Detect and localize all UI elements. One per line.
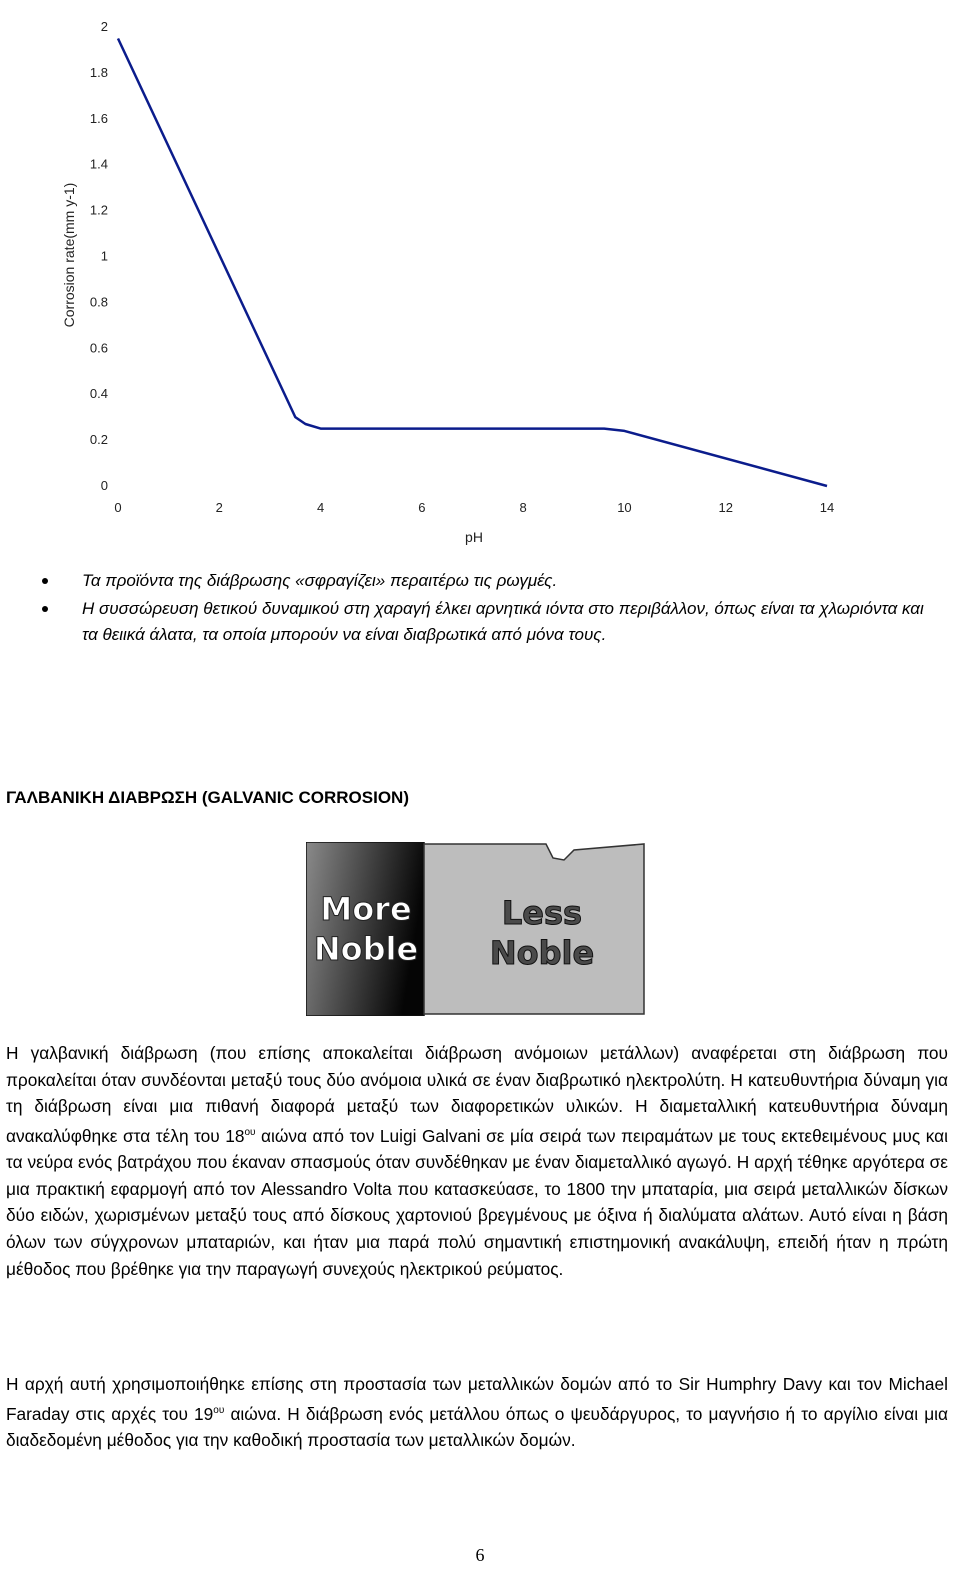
bullet-list bbox=[38, 568, 943, 650]
x-tick-label: 2 bbox=[215, 500, 223, 515]
y-axis-label: Corrosion rate(mm y-1) bbox=[61, 182, 77, 328]
x-tick-label: 0 bbox=[114, 500, 122, 515]
corrosion-rate-chart bbox=[40, 10, 860, 550]
y-tick-label: 2 bbox=[100, 19, 108, 34]
galvanic-figure bbox=[306, 842, 646, 1016]
y-tick-label: 0 bbox=[100, 478, 108, 493]
bullet-item bbox=[38, 568, 943, 594]
x-axis-ticks bbox=[114, 500, 834, 515]
x-tick-label: 4 bbox=[316, 500, 325, 515]
paragraph-text: Η αρχή αυτή χρησιμοποιήθηκε επίσης στη προστασία των μεταλλικών δομών από το Sir Humphry Davy και τον Michael Faraday στις αρχές του 19 bbox=[6, 1374, 948, 1424]
bullet-icon bbox=[42, 606, 48, 612]
x-tick-label: 10 bbox=[617, 500, 632, 515]
paragraph-text: Η γαλβανική διάβρωση (που επίσης αποκαλείται διάβρωση ανόμοιων μετάλλων) αναφέρεται στη διάβρωση που προκαλείται όταν συνδέονται μεταξύ τους δύο ανόμοια υλικά σε έναν διαβρωτικό ηλεκτρολύτη. Η κατευθυντήρια δύναμη για τη διάβρωση είναι μια πιθανή διαφορά μεταξύ των διαφορετικών υλικών. Η διαμεταλλική κατευθυντήρια δύναμη ανακαλύφθηκε στα τέλη του 18 bbox=[6, 1043, 948, 1146]
more-noble-block bbox=[306, 842, 424, 1016]
ordinal-superscript: ου bbox=[213, 1404, 225, 1416]
bullet-text: Η συσσώρευση θετικού δυναμικού στη χαραγή έλκει αρνητικά ιόντα στο περιβάλλον, όπως είναι τα χλωριόντα και τα θειικά άλατα, τα οποία μπορούν να είναι διαβρωτικά από μόνα τους. bbox=[82, 599, 924, 644]
y-tick-label: 1.8 bbox=[89, 64, 108, 80]
y-tick-label: 0.8 bbox=[89, 294, 108, 310]
bullet-item bbox=[38, 596, 943, 648]
paragraph-text: αιώνα από τον Luigi Galvani σε μία σειρά των πειραμάτων με τους εκτεθειμένους μυς και τα νεύρα ενός βατράχου που έκαναν σπασμούς όταν συνδέθηκαν με έναν διαμεταλλικό αγωγό. Η αρχή τέθηκε αργότερα σε μια πρακτική εφαρμογή από τον Alessandro Volta που κατασκεύασε, το 1800 την μπαταρία, μια σειρά μεταλλικών δίσκων δύο ειδών, χωρισμένων μεταξύ τους από δίσκους χαρτονιού βρεγμένους με όξινα ή διαλύματα αλάτων. Αυτό είναι η βάση όλων των σύγχρονων μπαταριών, και ήταν μια παρά πολύ σημαντική επιστημονική ανακάλυψη, επειδή ήταν η πρώτη μέθοδος που βρέθηκε για την παραγωγή συνεχούς ηλεκτρικού ρεύματος. bbox=[6, 1125, 948, 1279]
less-noble-label-line2: Noble bbox=[489, 934, 595, 972]
y-tick-label: 1.6 bbox=[89, 110, 108, 126]
y-tick-label: 0.4 bbox=[89, 386, 108, 402]
bullet-icon bbox=[42, 578, 48, 584]
x-tick-label: 14 bbox=[819, 500, 835, 515]
paragraph-protection bbox=[6, 1371, 948, 1454]
x-tick-label: 8 bbox=[519, 500, 527, 515]
more-noble-label-line2: Noble bbox=[313, 930, 419, 968]
page-number: 6 bbox=[475, 1545, 485, 1565]
ordinal-superscript: ου bbox=[244, 1126, 256, 1138]
bullet-text: Τα προϊόντα της διάβρωσης «σφραγίζει» περαιτέρω τις ρωγμές. bbox=[82, 571, 558, 590]
x-axis-label: pH bbox=[465, 529, 483, 545]
paragraph-galvanic bbox=[6, 1040, 948, 1282]
y-tick-label: 1.4 bbox=[89, 156, 108, 172]
x-tick-label: 6 bbox=[418, 500, 426, 515]
y-axis-ticks bbox=[90, 19, 108, 493]
series-line bbox=[118, 39, 827, 487]
y-tick-label: 1.2 bbox=[89, 202, 108, 218]
paragraph-text: αιώνα. Η διάβρωση ενός μετάλλου όπως ο ψευδάργυρος, το μαγνήσιο ή το αργίλιο είναι μια διαδεδομένη μέθοδος για την καθοδική προστασία των μεταλλικών δομών. bbox=[6, 1403, 948, 1450]
y-tick-label: 0.2 bbox=[89, 432, 108, 448]
section-heading: ΓΑΛΒΑΝΙΚΗ ΔΙΑΒΡΩΣΗ (GALVANIC CORROSION) bbox=[6, 788, 409, 807]
y-tick-label: 1 bbox=[100, 248, 108, 264]
more-noble-label-line1: More bbox=[320, 890, 412, 928]
y-tick-label: 0.6 bbox=[89, 340, 108, 356]
less-noble-label-line1: Less bbox=[501, 894, 583, 932]
x-tick-label: 12 bbox=[718, 500, 733, 515]
